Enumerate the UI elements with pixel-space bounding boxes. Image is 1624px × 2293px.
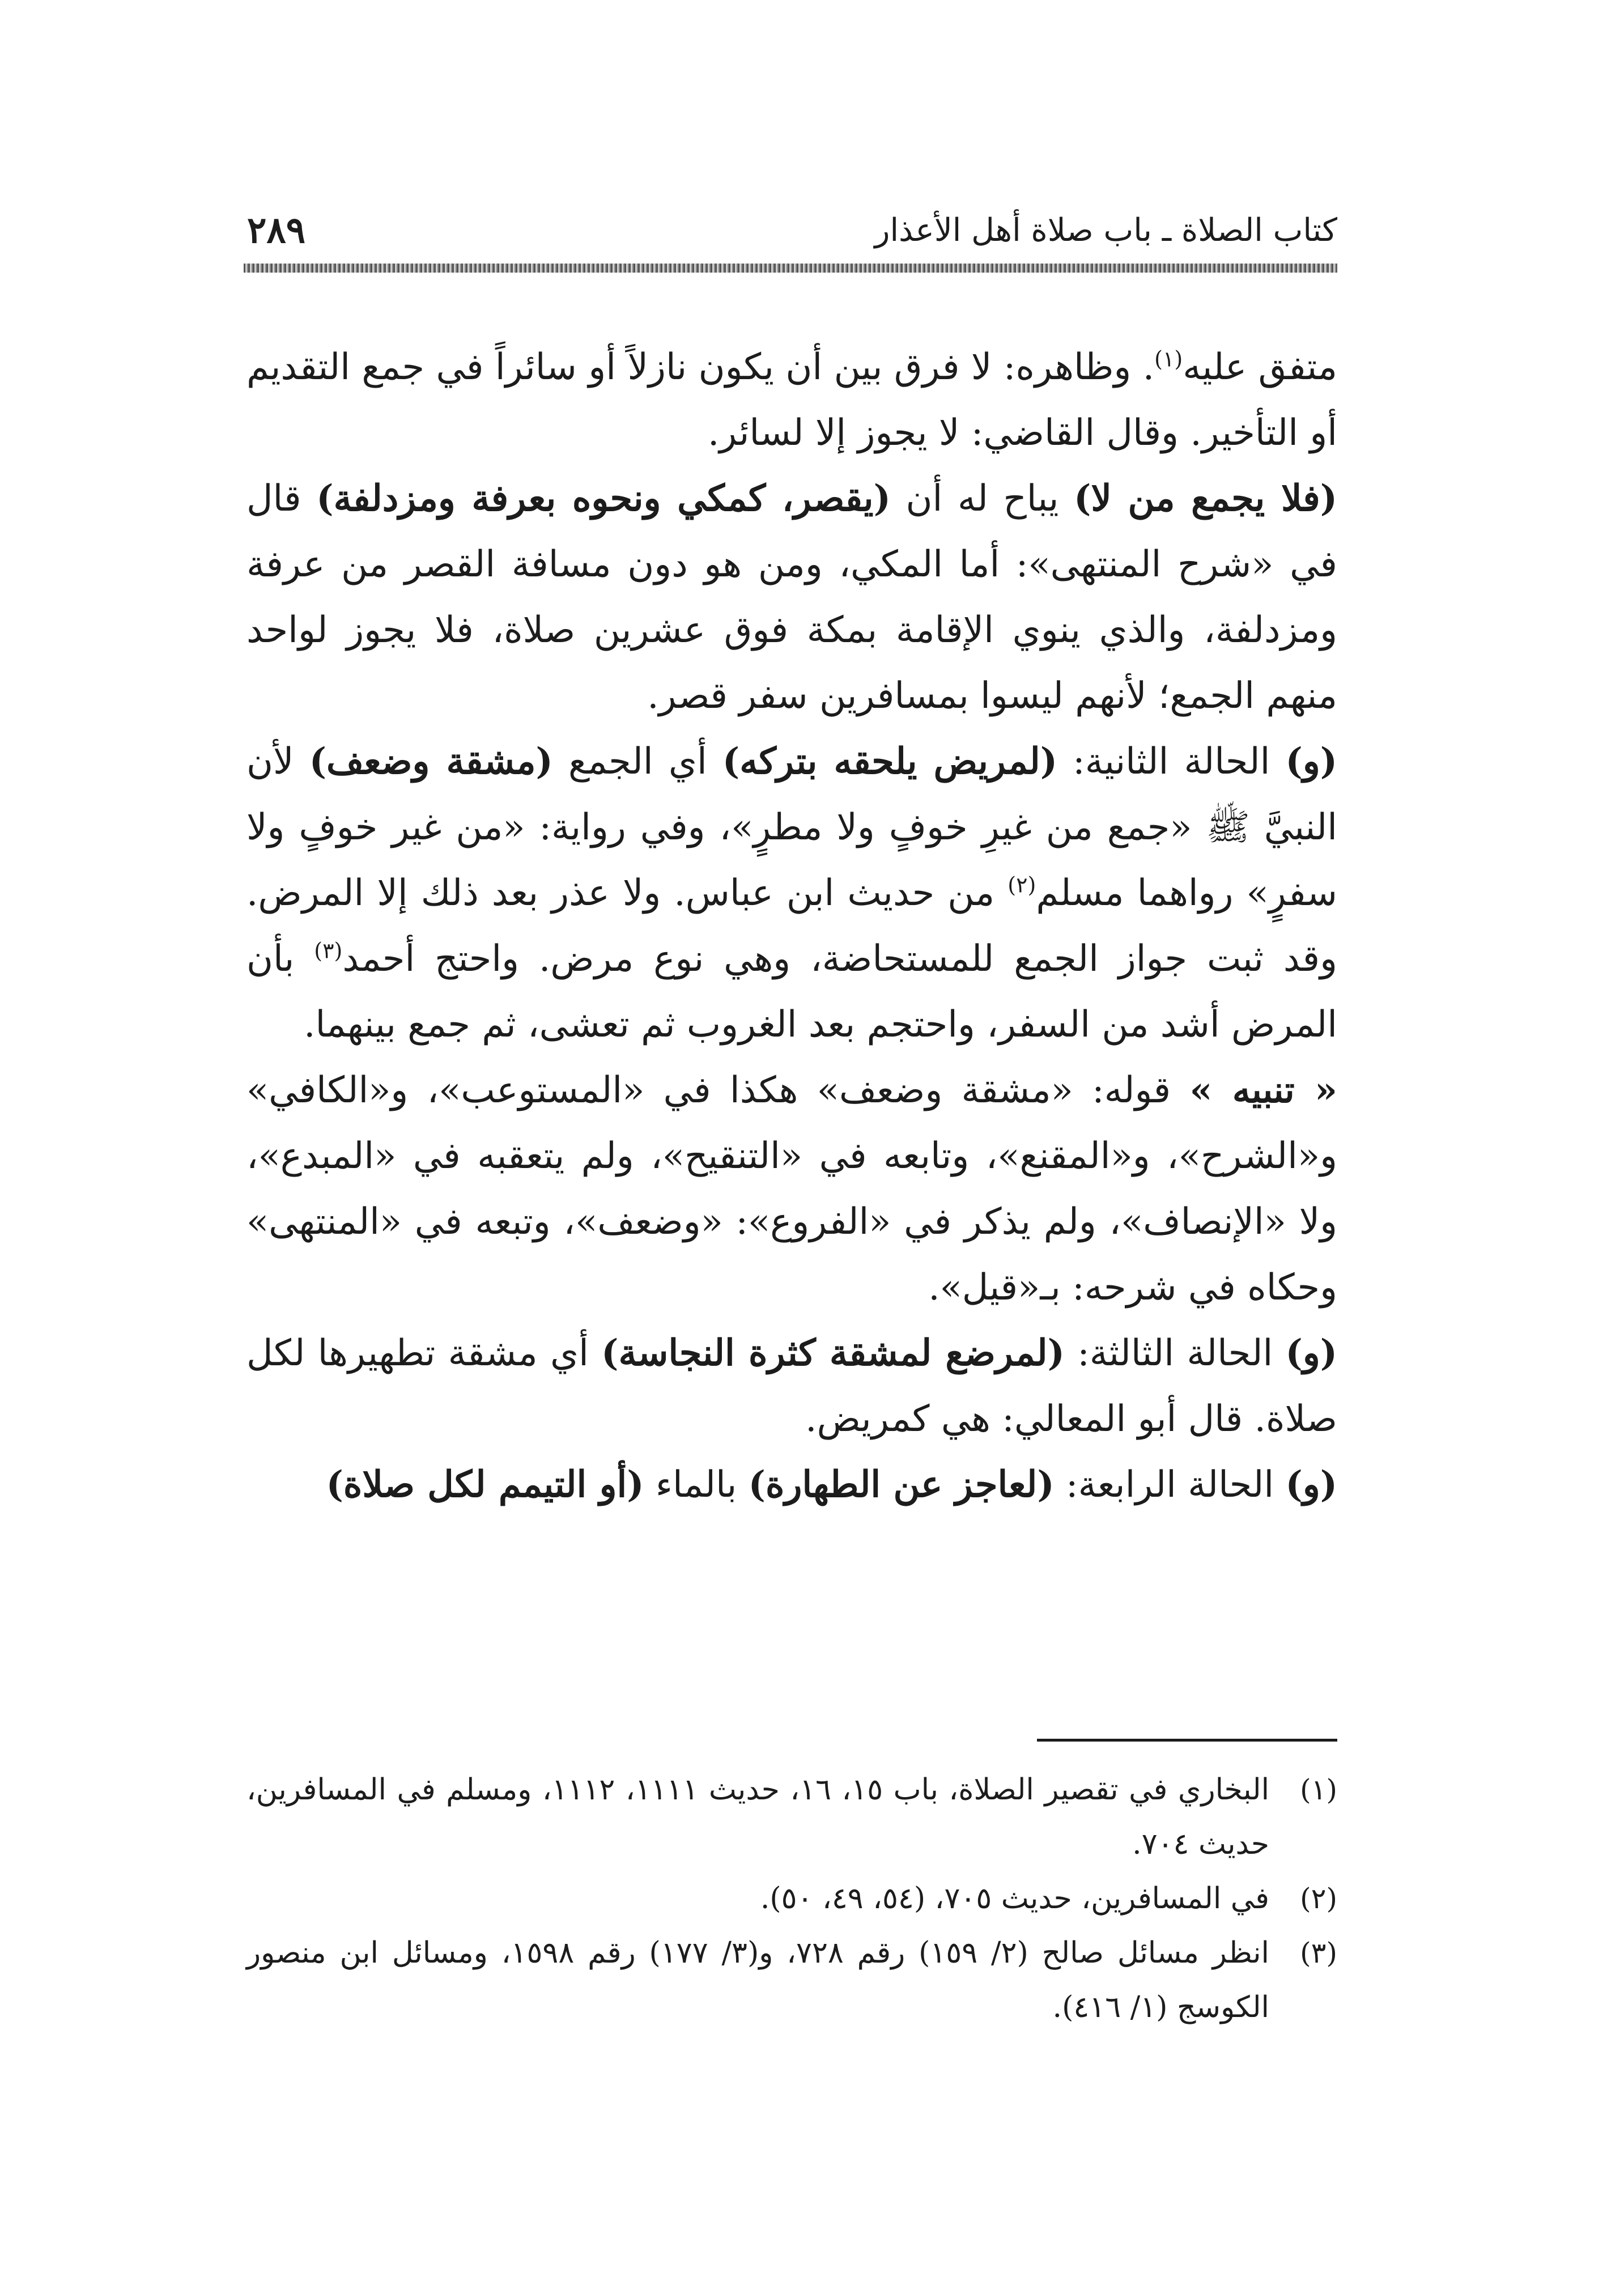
- footnote-number: (٣): [1300, 1937, 1337, 1969]
- text-run: من حديث ابن عباس. ولا عذر بعد ذلك إلا المرض. وقد ثبت جواز الجمع للمستحاضة، وهي نوع مرض. واحتج أحمد: [246, 872, 1338, 980]
- footnotes: [246, 1763, 1337, 2035]
- text-run: قال في «شرح المنتهى»: أما المكي، ومن هو دون مسافة القصر من عرفة ومزدلفة، والذي ينوي الإقامة بمكة فوق عشرين صلاة، فلا يجوز لواحد منهم الجمع؛ لأنهم ليسوا بمسافرين سفر قصر.: [246, 478, 1337, 717]
- footnote-text: في المسافرين، حديث ٧٠٥، (٥٤، ٤٩، ٥٠).: [760, 1882, 1269, 1916]
- paragraph-4: [246, 1058, 1337, 1320]
- text-run: لأن النبيَّ ﷺ «جمع من غيرِ خوفٍ ولا مطرٍ»، وفي رواية: «من غير خوفٍ ولا سفرٍ» رواهما مسلم: [246, 741, 1338, 914]
- paragraph-3: [246, 729, 1337, 1058]
- matn-text: (و): [1285, 1332, 1338, 1374]
- footnote-text: البخاري في تقصير الصلاة، باب ١٥، ١٦، حديث ١١١١، ١١١٢، ومسلم في المسافرين، حديث ٧٠٤.: [246, 1773, 1270, 1861]
- footnote-item: [246, 1763, 1337, 1871]
- matn-text: (فلا يجمع من لا): [1074, 477, 1338, 520]
- matn-text: (لعاجز عن الطهارة): [748, 1463, 1055, 1506]
- footnote-divider: [1037, 1739, 1337, 1742]
- paragraph-2: [246, 466, 1337, 729]
- text-run: بالماء: [644, 1464, 749, 1506]
- footnote-ref-3: (٣): [314, 938, 343, 963]
- text-run: الحالة الثالثة:: [1064, 1332, 1286, 1374]
- matn-text: (أو التيمم لكل صلاة): [326, 1463, 644, 1506]
- text-run: الحالة الرابعة:: [1054, 1464, 1286, 1506]
- matn-text: (يقصر، كمكي ونحوه بعرفة ومزدلفة): [316, 477, 891, 520]
- footnote-ref-2: (٢): [1007, 872, 1036, 898]
- running-header: [244, 199, 1337, 267]
- text-run: بأن المرض أشد من السفر، واحتجم بعد الغروب ثم تعشى، ثم جمع بينهما.: [246, 938, 1337, 1046]
- header-divider: [244, 264, 1337, 273]
- paragraph-1: [246, 334, 1337, 466]
- text-run: أي الجمع: [552, 741, 722, 783]
- text-run: متفق عليه: [1183, 346, 1338, 388]
- matn-text: (مشقة وضعف): [309, 740, 553, 783]
- note-label: « تنبيه »: [1189, 1069, 1338, 1111]
- text-run: . وظاهره: لا فرق بين أن يكون نازلاً أو سائراً في جمع التقديم أو التأخير. وقال القاضي: لا يجوز إلا لسائر.: [246, 346, 1337, 454]
- footnote-number: (٢): [1300, 1882, 1337, 1915]
- footnote-item: [246, 1871, 1337, 1926]
- footnote-text: انظر مسائل صالح (٢/ ١٥٩) رقم ٧٢٨، و(٣/ ١٧٧) رقم ١٥٩٨، ومسائل ابن منصور الكوسج (١/ ٤١٦).: [246, 1936, 1270, 2024]
- main-text: [246, 334, 1337, 1518]
- matn-text: (لمرضع لمشقة كثرة النجاسة): [601, 1332, 1065, 1374]
- text-run: أي مشقة تطهيرها لكل صلاة. قال أبو المعالي: هي كمريض.: [246, 1332, 1337, 1440]
- chapter-title: كتاب الصلاة ـ باب صلاة أهل الأعذار: [874, 212, 1337, 249]
- paragraph-6: [246, 1452, 1337, 1518]
- text-run: الحالة الثانية:: [1057, 741, 1286, 783]
- paragraph-5: [246, 1320, 1337, 1452]
- matn-text: (و): [1285, 740, 1337, 783]
- page-number: ٢٨٩: [247, 209, 306, 252]
- footnote-item: [246, 1926, 1337, 2035]
- footnote-number: (١): [1300, 1773, 1337, 1806]
- text-run: قوله: «مشقة وضعف» هكذا في «المستوعب»، و«الكافي» و«الشرح»، و«المقنع»، وتابعه في «التنقيح»، ولم يتعقبه في «المبدع»، ولا «الإنصاف»، ولم يذكر في «الفروع»: «وضعف»، وتبعه في «المنتهى» وحكاه في شرحه: بـ«قيل».: [246, 1069, 1337, 1309]
- footnote-ref-1: (١): [1154, 346, 1183, 372]
- text-run: يباح له أن: [890, 478, 1074, 520]
- matn-text: (لمريض يلحقه بتركه): [722, 740, 1057, 783]
- matn-text: (و): [1285, 1463, 1337, 1506]
